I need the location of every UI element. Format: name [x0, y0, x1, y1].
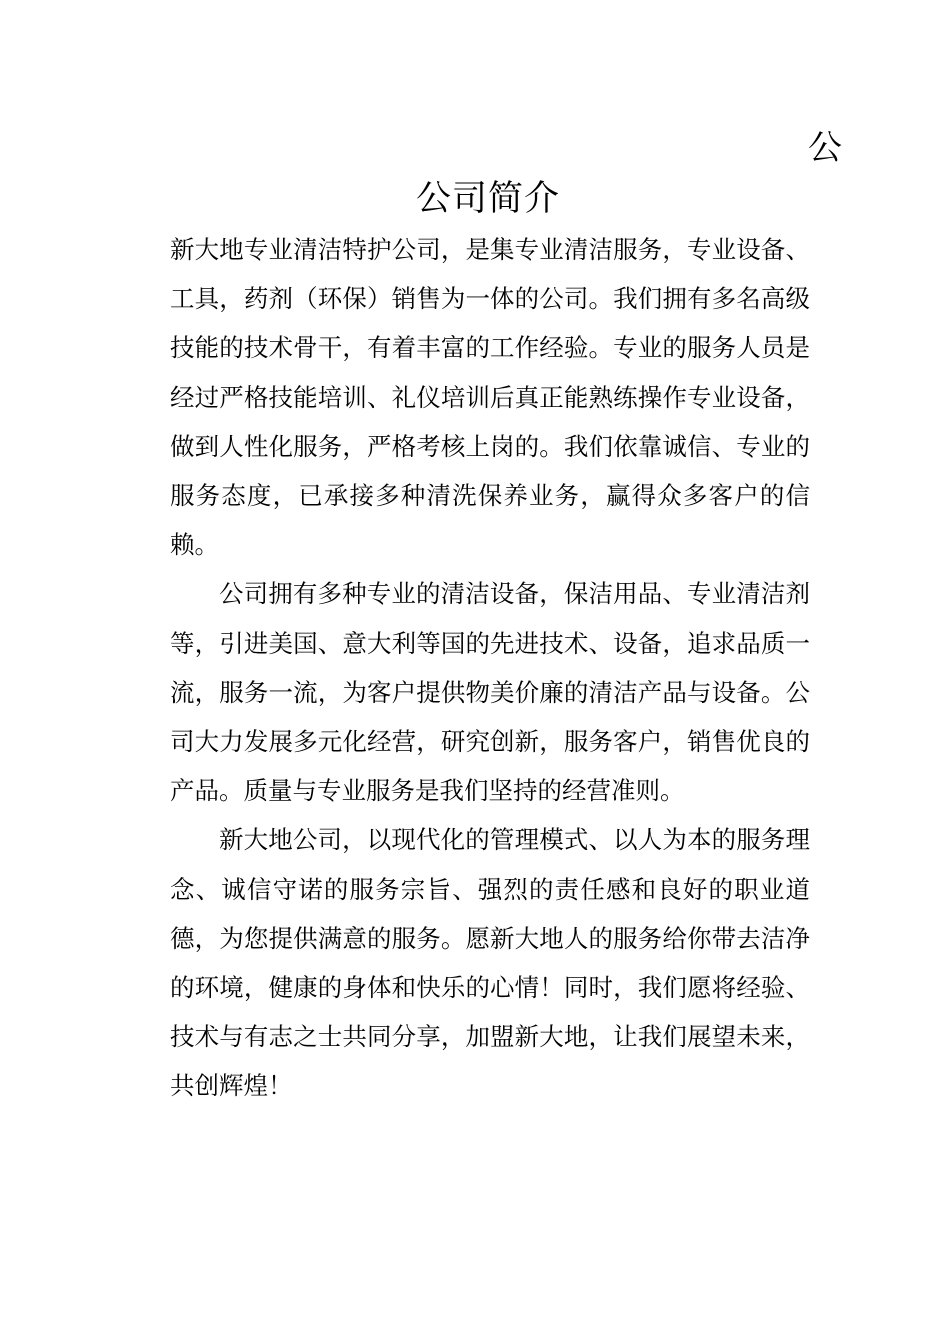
corner-mark: 公	[808, 128, 842, 168]
paragraph-1: 新大地专业清洁特护公司，是集专业清洁服务，专业设备、工具，药剂（环保）销售为一体的公司。我们拥有多名高级技能的技术骨干，有着丰富的工作经验。专业的服务人员是经过严格技能培训、礼仪培训后真正能熟练操作专业设备，做到人性化服务，严格考核上岗的。我们依靠诚信、专业的服务态度，已承接多种清洗保养业务，赢得众多客户的信赖。	[170, 235, 810, 560]
document-body	[170, 225, 810, 1111]
page-title: 公司简介	[415, 179, 560, 219]
paragraph-2: 公司拥有多种专业的清洁设备，保洁用品、专业清洁剂等，引进美国、意大利等国的先进技术、设备，追求品质一流，服务一流，为客户提供物美价廉的清洁产品与设备。公司大力发展多元化经营，研究创新，服务客户，销售优良的产品。质量与专业服务是我们坚持的经营准则。	[170, 579, 810, 806]
paragraph-3: 新大地公司，以现代化的管理模式、以人为本的服务理念、诚信守诺的服务宗旨、强烈的责任感和良好的职业道德，为您提供满意的服务。愿新大地人的服务给你带去洁净的环境，健康的身体和快乐的心情！同时，我们愿将经验、技术与有志之士共同分享，加盟新大地，让我们展望未来，共创辉煌！	[170, 825, 810, 1101]
